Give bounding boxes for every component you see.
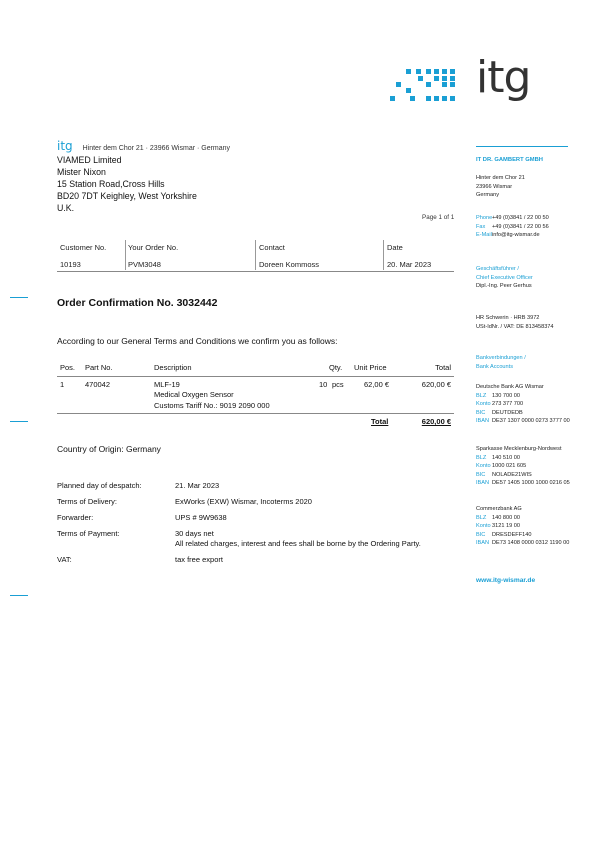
logo-dot [450,76,455,81]
side-managing-director: Geschäftsführer / Chief Executive Officer Dipl.-Ing. Peer Gerhus [476,266,533,290]
logo-dot [426,82,431,87]
side-bank-3: Commerzbank AG BLZ 140 800 00 Konto3121 19 00 BIC DRESDEFF140 IBAN DE73 1408 0000 0312 1190 00 [476,506,570,547]
logo-dot [450,82,455,87]
info-col-customer [60,238,125,270]
info-value: 10193 [60,260,81,269]
item-qty: 10 [319,380,328,389]
logo-dot [426,69,431,74]
logo-dot [396,82,401,87]
logo-dot [450,69,455,74]
logo-dot [442,96,447,101]
punch-mark [10,421,28,422]
term-value: ExWorks (EXW) Wismar, Incoterms 2020 [175,497,312,506]
recipient-line: VIAMED Limited [57,155,122,165]
info-value: 20. Mar 2023 [387,260,432,269]
sender-address: Hinter dem Chor 21 · 23966 Wismar · Germany [82,145,231,152]
logo-dot [434,76,439,81]
logo-dot [390,96,395,101]
logo-dot [418,76,423,81]
logo-dot [442,82,447,87]
logo-dot [406,88,411,93]
recipient-line: 15 Station Road,Cross Hills [57,179,165,189]
logo-dot [450,96,455,101]
logo-dot [410,96,415,101]
info-col-contact [259,238,379,270]
item-desc-tariff: Customs Tariff No.: 9019 2090 000 [154,401,270,410]
logo-dot [442,69,447,74]
term-label: Terms of Delivery: [57,497,118,506]
info-col-date [387,238,457,270]
logo-dot [416,69,421,74]
recipient-address [57,154,197,214]
info-header: Your Order No. [128,243,179,252]
col-header-part: Part No. [85,363,113,372]
recipient-line: BD20 7DT Keighley, West Yorkshire [57,191,197,201]
side-top-rule [476,146,568,147]
recipient-line: Mister Nixon [57,167,106,177]
logo-dot [426,96,431,101]
term-label: VAT: [57,555,72,564]
total-value: 620,00 € [421,417,451,426]
term-value-extra: All related charges, interest and fees shall be borne by the Ordering Party. [175,539,421,548]
page-number: Page 1 of 1 [422,214,455,221]
fold-mark [10,297,28,298]
logo-dot [434,96,439,101]
item-part-no: 470042 [85,380,111,389]
item-desc-name: MLF-19 [154,380,180,389]
item-unit: pcs [332,380,344,389]
info-col-order [128,238,258,270]
logo-dot [406,69,411,74]
item-total: 620,00 € [421,380,451,389]
side-contact: Phone+49 (0)3841 / 22 00 50 Fax +49 (0)3841 / 22 00 56 E-Mailinfo@itg-wismar.de [476,215,549,239]
col-header-total: Total [435,363,451,372]
info-header: Date [387,243,403,252]
company-logo [388,52,538,114]
document-title: Order Confirmation No. 3032442 [57,297,218,309]
website-link[interactable]: www.itg-wismar.de [476,577,536,584]
country-of-origin: Country of Origin: Germany [57,444,161,454]
side-register: HR Schwerin · HRB 3972 USt-IdNr. / VAT: DE 813458374 [476,315,554,330]
side-address: Hinter dem Chor 21 23966 Wismar Germany [476,175,525,199]
intro-text: According to our General Terms and Conditions we confirm you as follows: [57,336,338,346]
col-header-desc: Description [154,363,192,372]
fold-mark [10,595,28,596]
item-desc-detail: Medical Oxygen Sensor [154,390,234,399]
side-bank-title: Bankverbindungen / Bank Accounts [476,355,526,370]
logo-text: itg [476,52,531,103]
term-value: 21. Mar 2023 [175,481,220,490]
logo-dot [442,76,447,81]
item-pos: 1 [60,380,65,389]
info-header: Contact [259,243,285,252]
info-value: Doreen Kommoss [259,260,320,269]
total-label: Total [371,417,389,426]
side-bank-2: Sparkasse Mecklenburg-Nordwest BLZ 140 510 00 Konto1000 021 605 BIC NOLADE21WIS IBAN DE57 1405 1000 1000 0216 05 [476,446,570,487]
term-label: Planned day of despatch: [57,481,142,490]
logo-dot [434,69,439,74]
term-label: Terms of Payment: [57,529,120,538]
info-value: PVM3048 [128,260,161,269]
term-value: UPS # 9W9638 [175,513,227,522]
sender-logo-mark: itg [57,139,73,153]
item-unit-price: 62,00 € [364,380,390,389]
term-value: tax free export [175,555,223,564]
col-header-pos: Pos. [60,363,76,372]
col-header-qty: Qty. [329,363,343,372]
recipient-line: U.K. [57,203,75,213]
side-company-name: IT DR. GAMBERT GMBH [476,157,543,163]
info-header: Customer No. [60,243,107,252]
sender-line [57,139,230,153]
col-header-price: Unit Price [354,363,387,372]
term-label: Forwarder: [57,513,94,522]
term-value: 30 days net [175,529,214,538]
side-bank-1: Deutsche Bank AG Wismar BLZ 130 700 00 Konto273 377 700 BIC DEUTDEDB IBAN DE37 1307 0000 0273 3777 00 [476,384,570,425]
